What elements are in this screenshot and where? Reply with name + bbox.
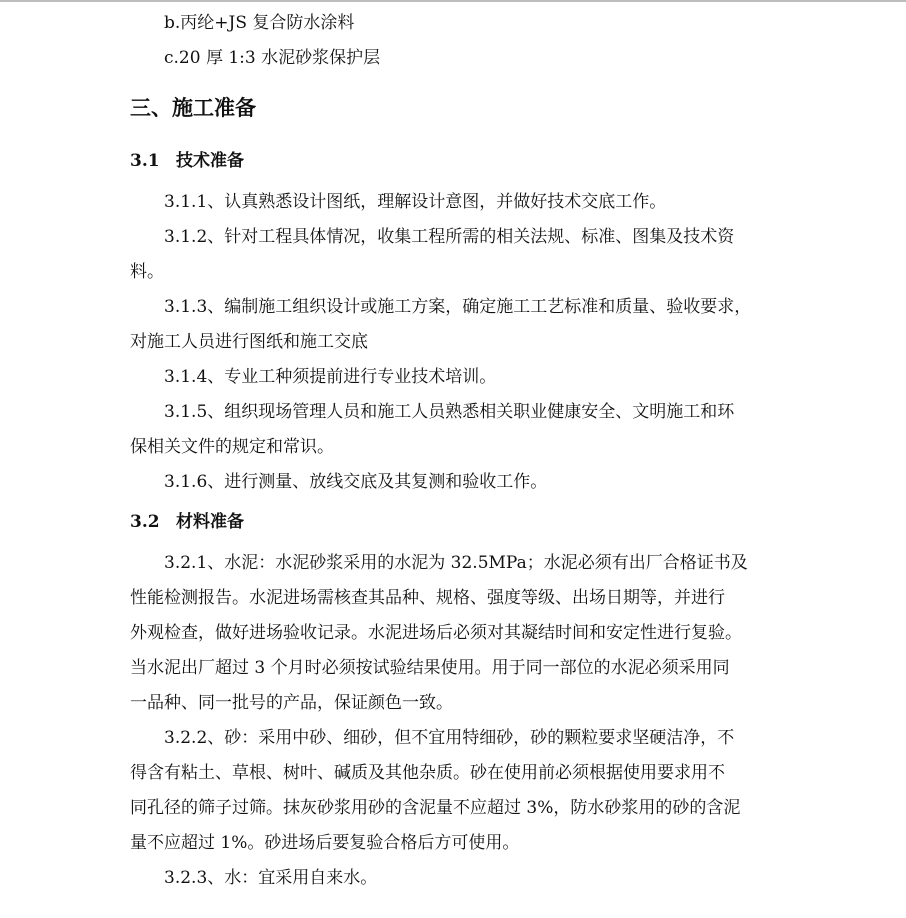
paragraph-line: 3.1.1、认真熟悉设计图纸，理解设计意图，并做好技术交底工作。 [164, 192, 667, 212]
list-item-b: b.丙纶+JS 复合防水涂料 [164, 13, 355, 33]
paragraph-3-1-5 [130, 395, 780, 465]
paragraph-line: 3.2.3、水：宜采用自来水。 [164, 868, 378, 888]
paragraph-line: 料。 [130, 262, 164, 282]
paragraph-3-1-4 [130, 360, 780, 395]
paragraph-3-1-1 [130, 185, 780, 220]
paragraph-line: 对施工人员进行图纸和施工交底 [130, 332, 368, 352]
page-top-border [0, 0, 906, 2]
paragraph-3-1-2 [130, 220, 780, 290]
paragraph-line: 同孔径的筛子过筛。抹灰砂浆用砂的含泥量不应超过 3%，防水砂浆用的砂的含泥 [130, 798, 741, 818]
subsection-heading-3-2 [130, 507, 780, 537]
subsection-number: 3.1 [130, 151, 160, 171]
paragraph-3-2-1 [130, 546, 780, 721]
subsection-title: 技术准备 [176, 151, 244, 171]
paragraph-line: 3.2.1、水泥：水泥砂浆采用的水泥为 32.5MPa；水泥必须有出厂合格证书及 [164, 553, 748, 573]
document-page [130, 6, 780, 896]
list-item-c: c.20 厚 1:3 水泥砂浆保护层 [164, 48, 381, 68]
paragraph-3-1-3 [130, 290, 780, 360]
paragraph-line: 3.1.2、针对工程具体情况，收集工程所需的相关法规、标准、图集及技术资 [164, 227, 735, 247]
paragraph-3-1-6 [130, 465, 780, 500]
paragraph-line: 一品种、同一批号的产品，保证颜色一致。 [130, 693, 453, 713]
paragraph-line: 3.1.6、进行测量、放线交底及其复测和验收工作。 [164, 472, 548, 492]
paragraph-line: 当水泥出厂超过 3 个月时必须按试验结果使用。用于同一部位的水泥必须采用同 [130, 658, 730, 678]
section-heading: 三、施工准备 [130, 95, 256, 120]
paragraph-3-2-2 [130, 721, 780, 861]
paragraph-line: 3.2.2、砂：采用中砂、细砂，但不宜用特细砂，砂的颗粒要求坚硬洁净，不 [164, 728, 735, 748]
paragraph-3-2-3 [130, 861, 780, 896]
subsection-number: 3.2 [130, 512, 160, 532]
subsection-heading-3-1 [130, 146, 780, 176]
paragraph-line: 保相关文件的规定和常识。 [130, 437, 334, 457]
paragraph-line: 3.1.3、编制施工组织设计或施工方案，确定施工工艺标准和质量、验收要求， [164, 297, 752, 317]
subsection-title: 材料准备 [176, 512, 244, 532]
paragraph-line: 性能检测报告。水泥进场需核查其品种、规格、强度等级、出场日期等，并进行 [130, 588, 725, 608]
paragraph-line: 外观检查，做好进场验收记录。水泥进场后必须对其凝结时间和安定性进行复验。 [130, 623, 742, 643]
paragraph-line: 3.1.4、专业工种须提前进行专业技术培训。 [164, 367, 497, 387]
paragraph-line: 量不应超过 1%。砂进场后要复验合格后方可使用。 [130, 833, 520, 853]
paragraph-line: 3.1.5、组织现场管理人员和施工人员熟悉相关职业健康安全、文明施工和环 [164, 402, 735, 422]
paragraph-line: 得含有粘土、草根、树叶、碱质及其他杂质。砂在使用前必须根据使用要求用不 [130, 763, 725, 783]
